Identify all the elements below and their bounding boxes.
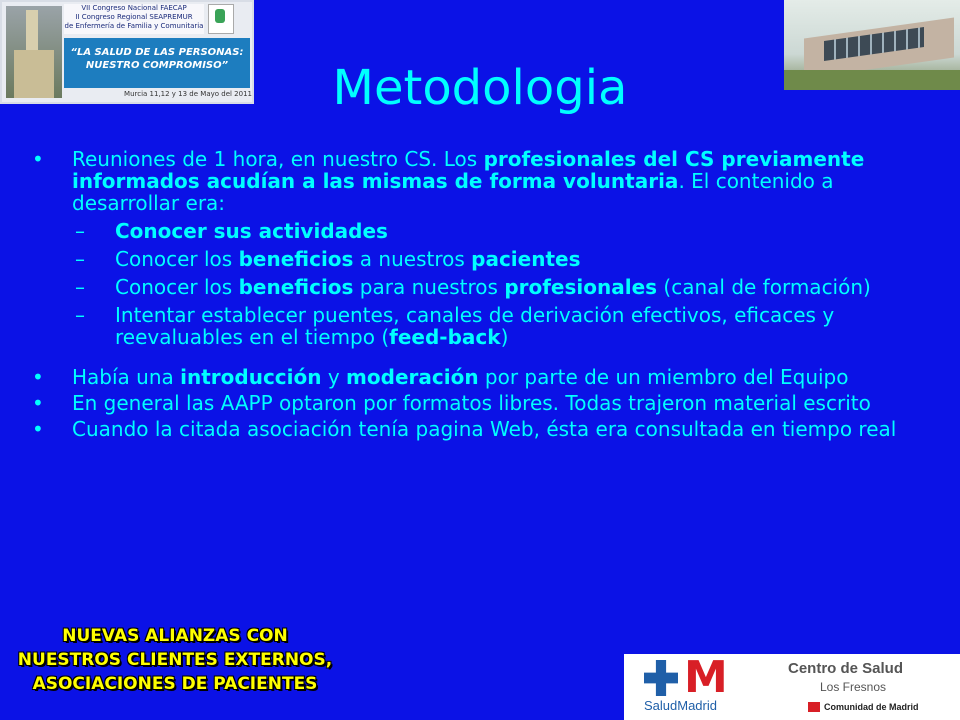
los-fresnos-text: Los Fresnos xyxy=(820,680,887,694)
text-segment: Intentar establecer puentes, canales de derivación efectivos, eficaces y reevaluables en el tiempo ( xyxy=(115,303,835,349)
slide-content xyxy=(32,148,932,444)
text-segment: (canal de formación) xyxy=(657,275,871,299)
sub-item xyxy=(32,248,932,270)
slide-title: Metodologia xyxy=(332,60,628,116)
congress-title-box xyxy=(64,4,204,34)
bullet-item xyxy=(32,418,932,440)
sub-item-text xyxy=(115,304,932,348)
text-segment: Cuando la citada asociación tenía pagina Web, ésta era consultada en tiempo real xyxy=(72,417,897,441)
congress-line-2: II Congreso Regional SEAPREMUR xyxy=(75,13,193,21)
logo-m-letter: M xyxy=(684,654,728,703)
highlighted-text: feed-back xyxy=(389,325,501,349)
comunidad-de-madrid-text: Comunidad de Madrid xyxy=(824,702,919,712)
bullet-item xyxy=(32,392,932,414)
highlighted-text: Conocer sus actividades xyxy=(115,219,388,243)
sub-item xyxy=(32,220,932,242)
bullet-icon: • xyxy=(32,391,44,415)
text-segment: En general las AAPP optaron por formatos libres. Todas trajeron material escrito xyxy=(72,391,871,415)
bullet-text xyxy=(72,148,932,214)
dash-icon: – xyxy=(75,275,85,299)
highlighted-text: beneficios xyxy=(238,275,354,299)
text-segment: Reuniones de 1 hora, en nuestro CS. Los xyxy=(72,147,484,171)
bullet-text xyxy=(72,418,932,440)
dash-icon: – xyxy=(75,219,85,243)
sub-item-text xyxy=(115,220,932,242)
text-segment: para nuestros xyxy=(353,275,505,299)
bullet-item xyxy=(32,366,932,388)
text-segment: a nuestros xyxy=(353,247,472,271)
footer-line-3: ASOCIACIONES DE PACIENTES xyxy=(32,674,318,694)
congress-line-1: VII Congreso Nacional FAECAP xyxy=(81,4,187,12)
sub-item-text xyxy=(115,248,932,270)
text-segment: . El contenido a desarrollar era: xyxy=(72,169,834,215)
bullet-icon: • xyxy=(32,147,44,171)
highlighted-text: profesionales xyxy=(504,275,658,299)
bullet-text xyxy=(72,392,932,414)
bullet-icon: • xyxy=(32,365,44,389)
dash-icon: – xyxy=(75,303,85,327)
sub-item-text xyxy=(115,276,932,298)
slogan-line-2: NUESTRO COMPROMISO” xyxy=(85,60,229,71)
dash-icon: – xyxy=(75,247,85,271)
bullet-item xyxy=(32,148,932,214)
sub-item xyxy=(32,304,932,348)
footer-line-2: NUESTROS CLIENTES EXTERNOS, xyxy=(17,650,333,670)
highlighted-text: moderación xyxy=(346,365,479,389)
congress-line-3: de Enfermería de Familia y Comunitaria xyxy=(64,22,204,30)
text-segment: ) xyxy=(500,325,509,349)
logo-salud-madrid-text: SaludMadrid xyxy=(644,698,717,713)
text-segment: Había una xyxy=(72,365,181,389)
centro-de-salud-text: Centro de Salud xyxy=(788,660,904,677)
congress-logo-icon xyxy=(208,4,234,34)
comunidad-flag-icon xyxy=(808,702,820,712)
footer-title xyxy=(0,624,350,696)
slogan-line-1: “LA SALUD DE LAS PERSONAS: xyxy=(70,47,244,58)
highlighted-text: pacientes xyxy=(471,247,581,271)
salud-madrid-logo xyxy=(624,654,960,720)
footer-line-1: NUEVAS ALIANZAS CON xyxy=(62,626,288,646)
text-segment: Conocer los xyxy=(115,275,239,299)
text-segment: Conocer los xyxy=(115,247,239,271)
highlighted-text: beneficios xyxy=(238,247,354,271)
bullet-text xyxy=(72,366,932,388)
highlighted-text: profesionales del CS previamente informados acudían a las mismas de forma voluntaria xyxy=(72,147,865,193)
congress-dates: Murcia 11,12 y 13 de Mayo del 2011 xyxy=(124,90,252,98)
medical-cross-icon xyxy=(644,660,678,696)
text-segment: por parte de un miembro del Equipo xyxy=(478,365,849,389)
text-segment: y xyxy=(321,365,347,389)
sub-item xyxy=(32,276,932,298)
bullet-icon: • xyxy=(32,417,44,441)
salud-madrid-mark xyxy=(644,654,754,703)
spacer xyxy=(32,348,932,366)
highlighted-text: introducción xyxy=(180,365,322,389)
